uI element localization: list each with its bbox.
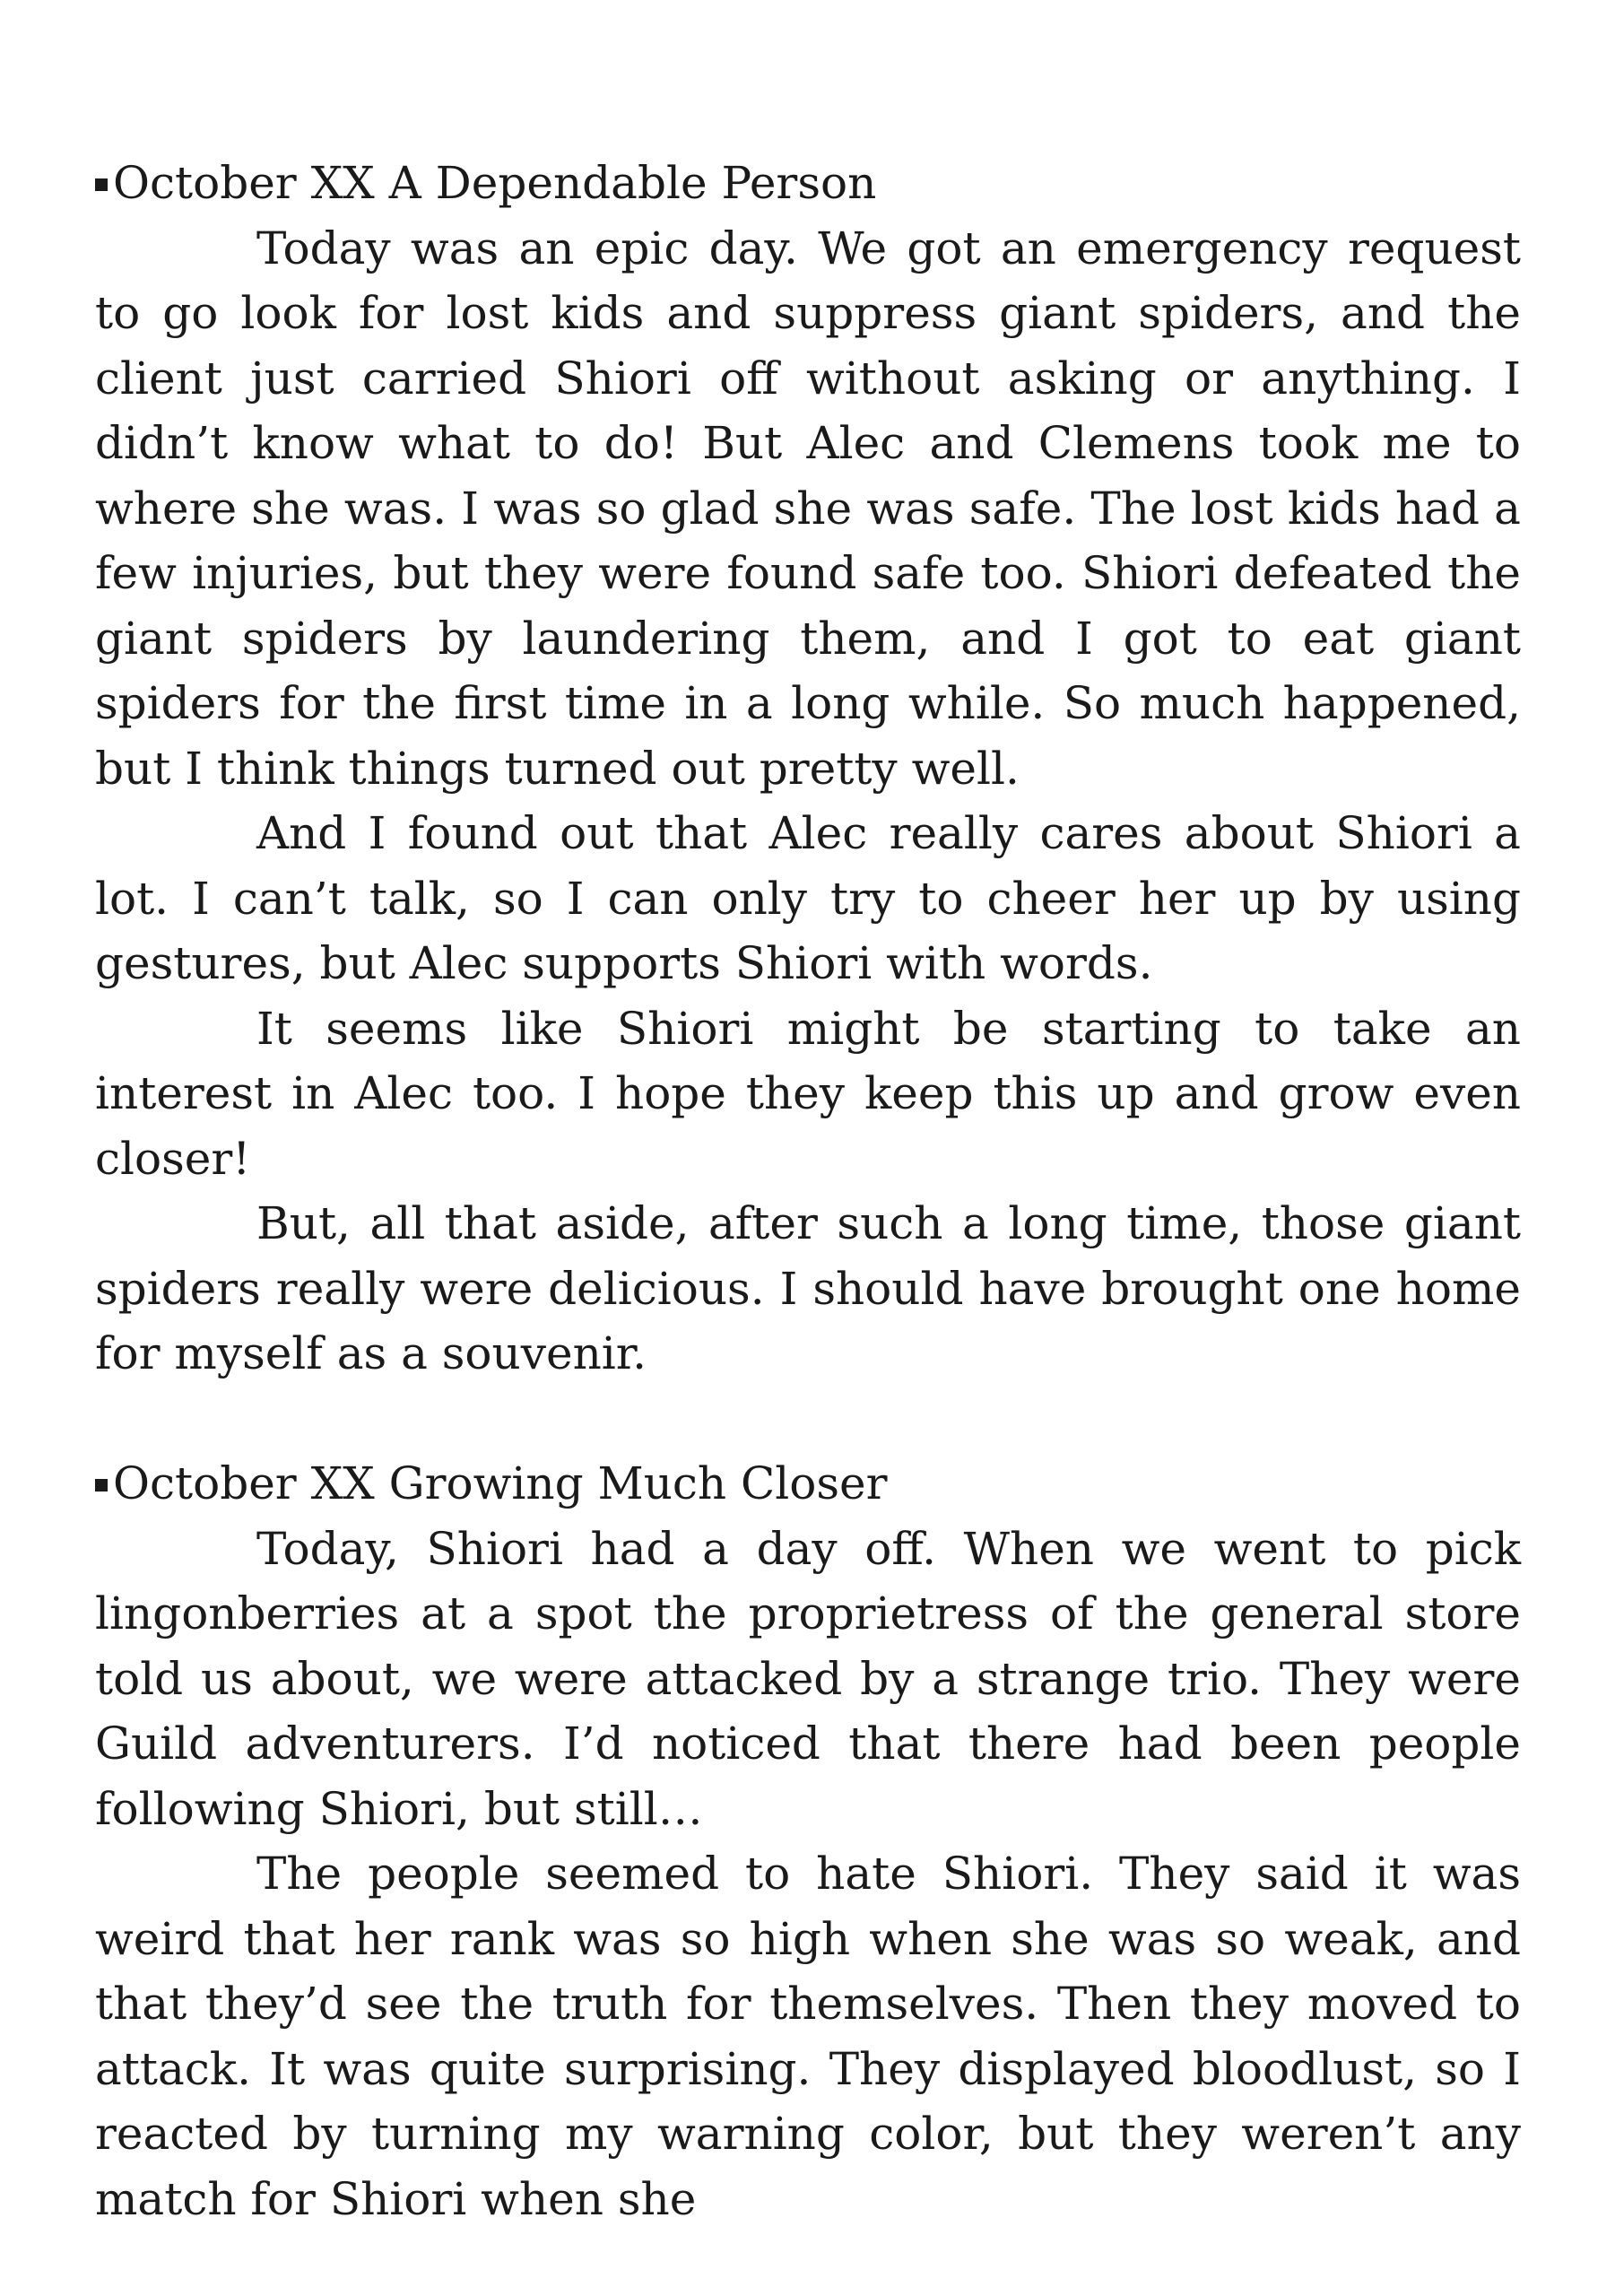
entry-paragraph: And I found out that Alec really cares about Shiori a lot. I can’t talk, so I can only try to cheer her up by using gestures, but Alec supports Shiori with words. — [95, 807, 1521, 989]
square-bullet-icon — [95, 1479, 108, 1492]
entry-title — [95, 1451, 1521, 1517]
diary-page — [95, 151, 1521, 2231]
entry-title-text: October XX Growing Much Closer — [113, 1457, 888, 1509]
entry-title-text: October XX A Dependable Person — [113, 157, 877, 209]
entry-paragraph: Today was an epic day. We got an emergency request to go look for lost kids and suppress giant spiders, and the client just carried Shiori off without asking or anything. I didn’t know what to do! But Alec and Clemens took me to where she was. I was so glad she was safe. The lost kids had a few injuries, but they were found safe too. Shiori defeated the giant spiders by laundering them, and I got to eat giant spiders for the first time in a long while. So much happened, but I think things turned out pretty well. — [95, 222, 1521, 795]
entry-paragraph: Today, Shiori had a day off. When we went to pick lingonberries at a spot the proprietress of the general store told us about, we were attacked by a strange trio. They were Guild adventurers. I’d noticed that there had been people following Shiori, but still… — [95, 1522, 1521, 1835]
entry-paragraph: But, all that aside, after such a long time, those giant spiders really were delicious. I should have brought one home for myself as a souvenir. — [95, 1197, 1521, 1379]
diary-entry — [95, 1451, 1521, 2231]
entry-paragraph: The people seemed to hate Shiori. They said it was weird that her rank was so high when she was so weak, and that they’d see the truth for themselves. Then they moved to attack. It was quite surprising. They displayed bloodlust, so I reacted by turning my warning color, but they weren’t any match for Shiori when she — [95, 1848, 1521, 2225]
entry-title — [95, 151, 1521, 216]
entry-spacer — [95, 1387, 1521, 1452]
entry-paragraph: It seems like Shiori might be starting to take an interest in Alec too. I hope they keep this up and grow even closer! — [95, 1002, 1521, 1185]
diary-entry — [95, 151, 1521, 1387]
square-bullet-icon — [95, 178, 108, 191]
